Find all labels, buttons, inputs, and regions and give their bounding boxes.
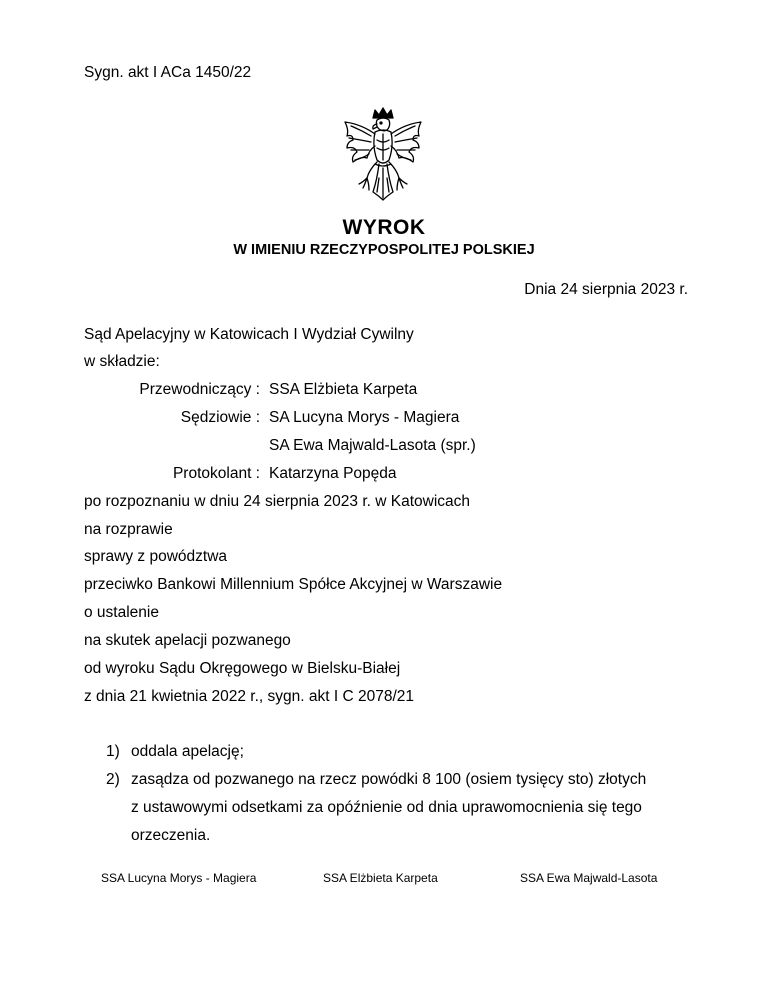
body-line: z dnia 21 kwietnia 2022 r., sygn. akt I C 2078/21 xyxy=(84,688,415,705)
court-name: Sąd Apelacyjny w Katowicach I Wydział Cywilny xyxy=(84,326,414,343)
signature-judge: SSA Lucyna Morys - Magiera xyxy=(101,871,257,885)
ruling-text: oddala apelację; xyxy=(131,743,244,760)
judgment-date: Dnia 24 sierpnia 2023 r. xyxy=(524,281,688,298)
body-line: o ustalenie xyxy=(84,604,159,621)
body-line: na rozprawie xyxy=(84,521,173,538)
composition-label: w składzie: xyxy=(84,353,160,370)
body-line: od wyroku Sądu Okręgowego w Bielsku-Białej xyxy=(84,660,401,677)
body-line: przeciwko Bankowi Millennium Spółce Akcyjnej w Warszawie xyxy=(84,576,503,593)
ruling-text: orzeczenia. xyxy=(131,827,211,844)
ruling-number: 1) xyxy=(106,743,120,760)
chair-name: SSA Elżbieta Karpeta xyxy=(269,381,418,398)
ruling-text: z ustawowymi odsetkami za opóźnienie od dnia uprawomocnienia się tego xyxy=(131,799,642,816)
clerk-label: Protokolant : xyxy=(172,465,260,482)
body-line: po rozpoznaniu w dniu 24 sierpnia 2023 r. w Katowicach xyxy=(84,493,471,510)
judges-label: Sędziowie : xyxy=(180,409,260,426)
chair-label: Przewodniczący : xyxy=(139,381,260,398)
signature-rapporteur: SSA Ewa Majwald-Lasota xyxy=(520,871,658,885)
ruling-number: 2) xyxy=(106,771,120,788)
body-line: sprawy z powództwa xyxy=(84,548,228,565)
clerk-name: Katarzyna Popęda xyxy=(269,465,397,482)
judgment-title: WYROK xyxy=(342,216,426,239)
ruling-text: zasądza od pozwanego na rzecz powódki 8 100 (osiem tysięcy sto) złotych xyxy=(131,771,647,788)
judge-name: SA Lucyna Morys - Magiera xyxy=(269,409,460,426)
judgment-subtitle: W IMIENIU RZECZYPOSPOLITEJ POLSKIEJ xyxy=(233,242,535,258)
signature-chair: SSA Elżbieta Karpeta xyxy=(323,871,438,885)
judge-name: SA Ewa Majwald-Lasota (spr.) xyxy=(269,437,476,454)
case-signature: Sygn. akt I ACa 1450/22 xyxy=(84,64,252,81)
polish-eagle-emblem xyxy=(339,104,427,208)
body-line: na skutek apelacji pozwanego xyxy=(84,632,291,649)
